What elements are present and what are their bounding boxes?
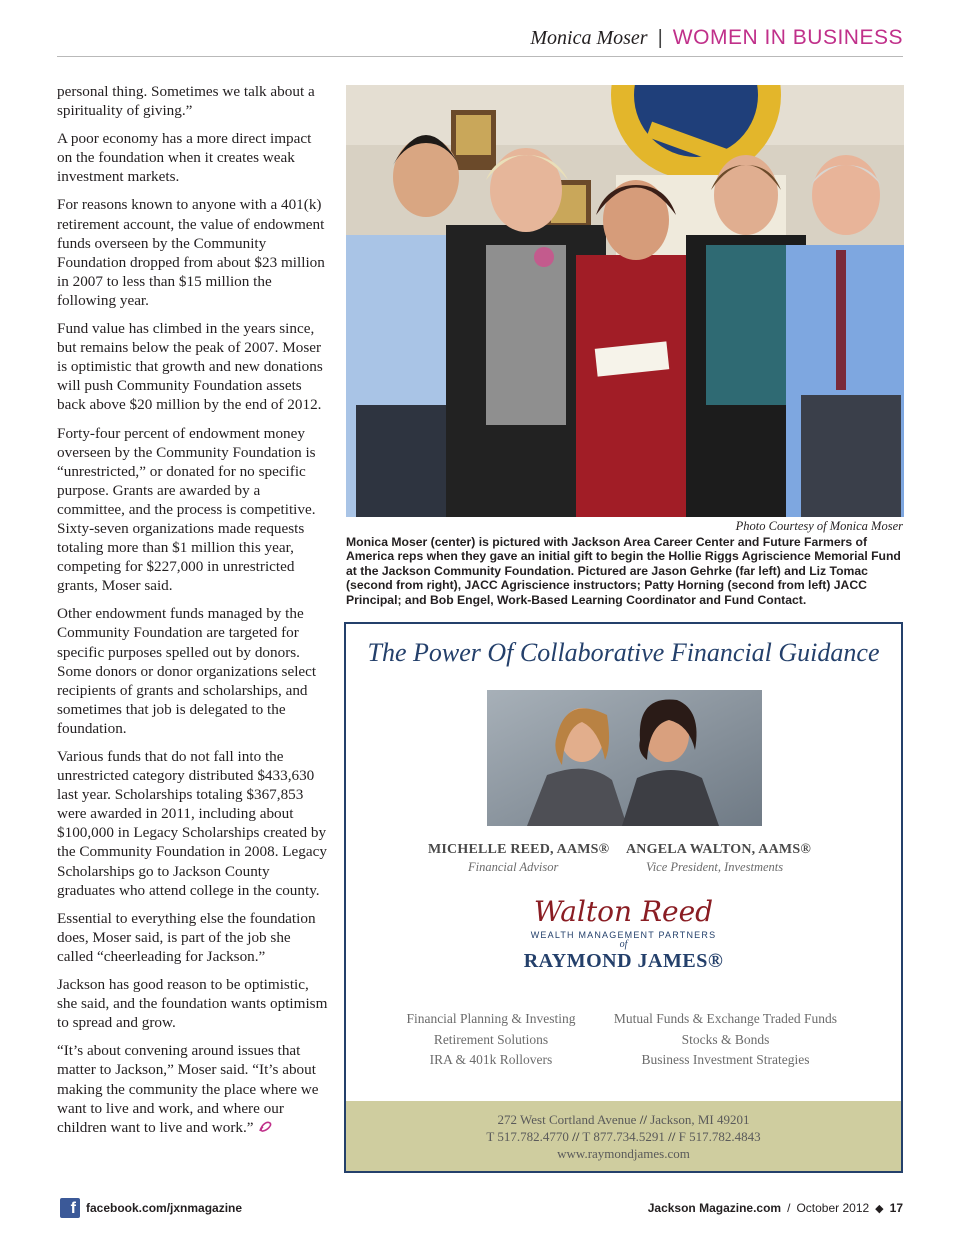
walton-reed-logo [346, 896, 901, 972]
article-paragraph: Forty-four percent of endowment money overseen by the Community Foundation is “unrestricted,” or donated for no specific purpose. Grants are awarded by a committee, and the process is competitive. Sixty-seven organizations made requests totaling more than $1 million this year, competing for $227,000 in unrestricted grants, Moser said. [57, 424, 316, 595]
photo-credit: Photo Courtesy of Monica Moser [735, 519, 903, 533]
article-paragraph: Essential to everything else the foundation does, Moser said, is part of the job she called “cheerleading for Jackson.” [57, 909, 316, 965]
article-paragraph-text: “It’s about convening around issues that matter to Jackson,” Moser said. “It’s about making the community the place where we want to live and work, and where our children want to live and work.” [57, 1042, 319, 1136]
facebook-url[interactable]: facebook.com/jxnmagazine [86, 1201, 243, 1215]
article-paragraph: Fund value has climbed in the years since, but remains below the peak of 2007. Moser is optimistic that growth and new donations will push Community Foundation assets back above $20 million by the end of 2012. [57, 320, 323, 414]
facebook-icon: f [60, 1198, 80, 1218]
page-folio [648, 1201, 903, 1215]
magazine-site[interactable]: Jackson Magazine.com [647, 1201, 782, 1215]
service-item: Business Investment Strategies [641, 1052, 810, 1067]
slash-divider: // [572, 1129, 580, 1144]
logo-script: Walton Reed [533, 895, 714, 928]
article-paragraph: For reasons known to anyone with a 401(k) retirement account, the value of endowment funds overseen by the Community Foundation dropped from about $23 million in 2007 to less than $15 million the following year. [57, 196, 325, 309]
advisors-image [487, 690, 762, 826]
photo-caption: Monica Moser (center) is pictured with Jackson Area Career Center and Future Farmers of America reps when they gave an initial gift to begin the Hollie Riggs Agriscience Memorial Fund at the Jackson Community Foundation. Pictured are Jason Gehrke (far left) and Liz Tomac (second from right), JACC Agriscience instructors; Patty Horning (second from left) JACC Principal; and Bob Engel, Work-Based Learning Coordinator and Fund Contact. [346, 535, 901, 607]
article-photo [346, 85, 904, 517]
services-left [396, 1009, 586, 1071]
issue-date: October 2012 [796, 1201, 870, 1215]
header-rule [57, 56, 903, 57]
slash-divider: // [668, 1129, 676, 1144]
advisor-1-name: MICHELLE REED, AAMS® [428, 842, 610, 857]
header-separator: | [657, 27, 663, 49]
ad-address-line [346, 1111, 901, 1128]
article-paragraph: A poor economy has a more direct impact on the foundation when it creates weak investment markets. [57, 130, 312, 186]
group-photo-image [346, 85, 904, 517]
page-header [530, 26, 903, 50]
advisor-2-name: ANGELA WALTON, AAMS® [626, 842, 811, 857]
logo-company: RAYMOND JAMES® [523, 950, 724, 972]
service-item: Financial Planning & Investing [406, 1011, 576, 1026]
service-item: Stocks & Bonds [681, 1031, 770, 1047]
ad-fax: F 517.782.4843 [678, 1129, 761, 1144]
ad-headline: The Power Of Collaborative Financial Guidance [367, 638, 880, 667]
logo-of: of [619, 939, 628, 950]
ad-website[interactable]: www.raymondjames.com [557, 1146, 690, 1161]
article-paragraph: Various funds that do not fall into the unrestricted category distributed $433,630 last year. Scholarships totaling $367,853 were awarded in 2011, including about $100,000 in Legacy Scholarships created by the Community Foundation in 2008. Legacy Scholarships go to Jackson County graduates who attend college in the county. [57, 748, 327, 899]
ad-city: Jackson, MI 49201 [650, 1112, 750, 1127]
article-paragraph: Other endowment funds managed by the Community Foundation are targeted for specific purposes spelled out by donors. Some donors or donor organizations select recipients of grants and scholarships, and sometimes that job is delegated to the foundation. [57, 605, 317, 737]
folio-slash: / [787, 1201, 791, 1215]
service-item: Mutual Funds & Exchange Traded Funds [613, 1011, 838, 1026]
service-item: Retirement Solutions [433, 1031, 549, 1047]
service-item: IRA & 401k Rollovers [429, 1052, 553, 1067]
ad-advisors-photo [487, 690, 762, 826]
ad-phone-2: T 877.734.5291 [582, 1129, 665, 1144]
end-mark-icon [257, 1118, 273, 1134]
header-author: Monica Moser [530, 27, 648, 49]
article-paragraph: Jackson has good reason to be optimistic, she said, and the foundation wants optimism to spread and grow. [57, 976, 328, 1032]
ad-address: 272 West Cortland Avenue [497, 1112, 637, 1127]
advisor-2-title: Vice President, Investments [646, 860, 784, 874]
ad-contact-bar [346, 1101, 901, 1171]
facebook-link[interactable] [60, 1198, 242, 1218]
article-column [57, 82, 329, 1146]
services-right [598, 1009, 853, 1071]
diamond-icon: ◆ [875, 1202, 884, 1215]
article-paragraph: personal thing. Sometimes we talk about a spirituality of giving.” [57, 83, 315, 120]
page-number: 17 [889, 1201, 903, 1215]
advertisement [344, 622, 903, 1173]
logo-tagline: WEALTH MANAGEMENT PARTNERS [530, 930, 717, 940]
ad-phone-1: T 517.782.4770 [486, 1129, 569, 1144]
article-last-paragraph [57, 1041, 329, 1136]
advisor-1-title: Financial Advisor [468, 860, 559, 874]
header-section: WOMEN IN BUSINESS [672, 26, 903, 49]
slash-divider: // [639, 1112, 647, 1127]
ad-phone-line [346, 1128, 901, 1145]
